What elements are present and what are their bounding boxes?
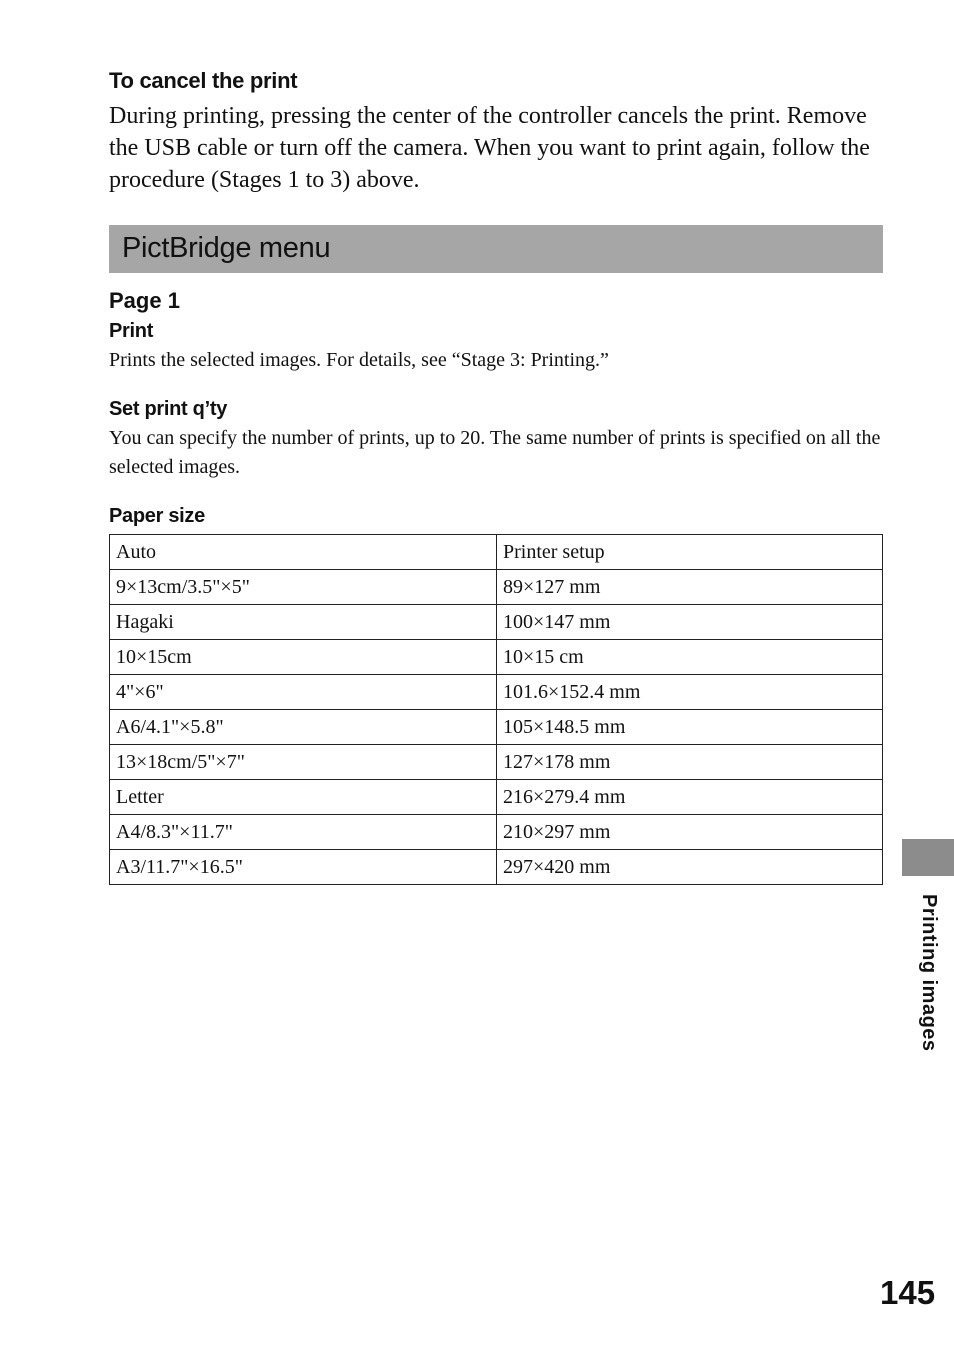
dimension-cell: 297×420 mm (497, 850, 883, 885)
paper-size-cell: A4/8.3"×11.7" (110, 815, 497, 850)
section-title: PictBridge menu (122, 232, 331, 264)
page1-heading: Page 1 (109, 288, 180, 313)
table-row (110, 675, 883, 710)
paper-size-title: Paper size (109, 505, 205, 527)
paper-size-cell: A6/4.1"×5.8" (110, 710, 497, 745)
print-item-description: Prints the selected images. For details, see “Stage 3: Printing.” (109, 349, 609, 371)
paper-size-cell: 4"×6" (110, 675, 497, 710)
cancel-print-heading: To cancel the print (109, 68, 298, 93)
table-row (110, 745, 883, 780)
section-banner (109, 225, 883, 273)
page-number: 145 (880, 1274, 936, 1311)
table-row (110, 780, 883, 815)
table-row (110, 640, 883, 675)
table-row (110, 535, 883, 570)
print-item-title: Print (109, 320, 154, 342)
paper-size-cell: 9×13cm/3.5"×5" (110, 570, 497, 605)
table-row (110, 850, 883, 885)
paper-size-cell: Auto (110, 535, 497, 570)
dimension-cell: 89×127 mm (497, 570, 883, 605)
table-row (110, 570, 883, 605)
dimension-cell: 101.6×152.4 mm (497, 675, 883, 710)
dimension-cell: Printer setup (497, 535, 883, 570)
chapter-tab-marker (902, 839, 954, 876)
table-row (110, 815, 883, 850)
cancel-print-paragraph: During printing, pressing the center of the controller cancels the print. Remove the USB cable or turn off the camera. When you want to print again, follow the procedure (Stages 1 to 3) above. (109, 103, 870, 193)
dimension-cell: 100×147 mm (497, 605, 883, 640)
qty-item-title: Set print q’ty (109, 398, 228, 420)
dimension-cell: 127×178 mm (497, 745, 883, 780)
paper-size-table (109, 534, 883, 885)
dimension-cell: 216×279.4 mm (497, 780, 883, 815)
dimension-cell: 210×297 mm (497, 815, 883, 850)
qty-item-description: You can specify the number of prints, up to 20. The same number of prints is specified on all the selected images. (109, 427, 881, 478)
chapter-side-label-text: Printing images (918, 894, 940, 1052)
paper-size-cell: A3/11.7"×16.5" (110, 850, 497, 885)
paper-size-cell: 13×18cm/5"×7" (110, 745, 497, 780)
paper-size-cell: Letter (110, 780, 497, 815)
chapter-side-label (910, 894, 940, 1064)
paper-size-cell: Hagaki (110, 605, 497, 640)
table-row (110, 710, 883, 745)
dimension-cell: 105×148.5 mm (497, 710, 883, 745)
dimension-cell: 10×15 cm (497, 640, 883, 675)
table-row (110, 605, 883, 640)
paper-size-cell: 10×15cm (110, 640, 497, 675)
